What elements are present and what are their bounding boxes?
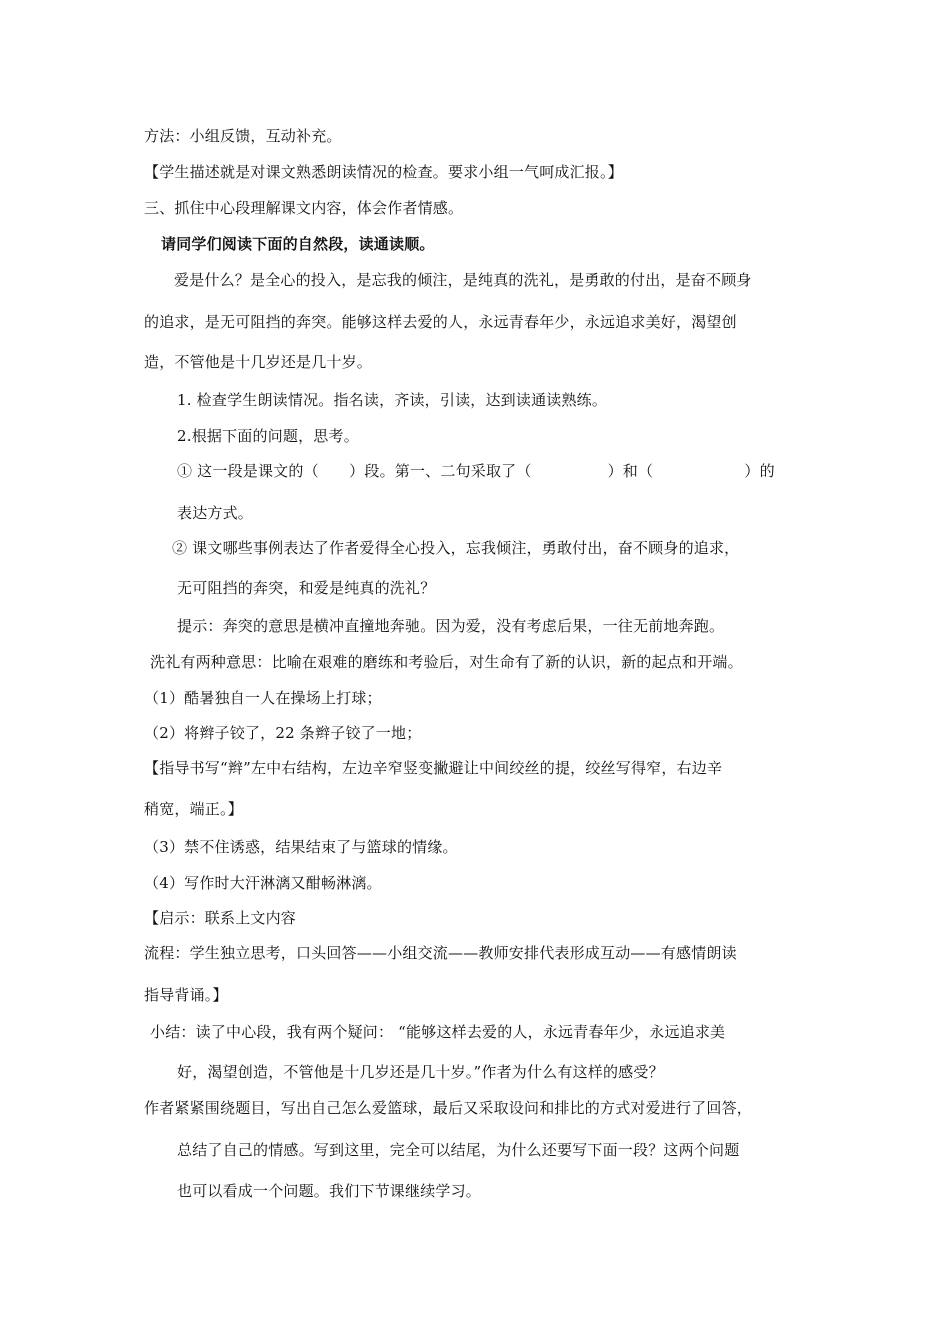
conclusion-line-1: 作者紧紧围绕题目，写出自己怎么爱篮球，最后又采取设问和排比的方式对爱进行了回答， (144, 1099, 753, 1117)
passage-line-2: 的追求，是无可阻挡的奔突。能够这样去爱的人，永远青春年少，永远追求美好，渴望创 (144, 313, 737, 331)
question-two-line-1: ② 课文哪些事例表达了作者爱得全心投入，忘我倾注，勇敢付出，奋不顾身的追求， (172, 539, 740, 557)
student-description-note: 【学生描述就是对课文熟悉朗读情况的检查。要求小组一气呵成汇报。】 (144, 163, 623, 181)
hint-line: 提示：奔突的意思是横冲直撞地奔驰。因为爱，没有考虑后果，一往无前地奔跑。 (177, 617, 725, 635)
example-four: （4）写作时大汗淋漓又酣畅淋漓。 (144, 874, 382, 892)
step-two: 2.根据下面的问题，思考。 (177, 427, 359, 445)
example-three: （3）禁不住诱惑，结果结束了与篮球的情缘。 (144, 838, 458, 856)
section-three-heading: 三、抓住中心段理解课文内容，体会作者情感。 (144, 199, 464, 217)
inspiration-line: 【启示：联系上文内容 (144, 909, 297, 927)
example-one: （1）酷暑独自一人在操场上打球； (144, 689, 382, 707)
writing-guide-line-1: 【指导书写“辫”左中右结构，左边辛窄竖变撇避让中间绞丝的提，绞丝写得窄，右边辛 (144, 759, 723, 777)
baptism-definition: 洗礼有两种意思：比喻在艰难的磨练和考验后，对生命有了新的认识，新的起点和开端。 (150, 653, 743, 671)
conclusion-line-2: 总结了自己的情感。写到这里，完全可以结尾，为什么还要写下面一段？这两个问题 (177, 1141, 740, 1159)
summary-line-1: 小结：读了中心段，我有两个疑问： “能够这样去爱的人，永远青春年少，永远追求美 (150, 1023, 726, 1041)
question-one-line-2: 表达方式。 (177, 504, 254, 522)
question-two-line-2: 无可阻挡的奔突，和爱是纯真的洗礼？ (177, 579, 436, 597)
method-line: 方法：小组反馈，互动补充。 (144, 127, 342, 145)
example-two: （2）将辫子铰了，22 条辫子铰了一地； (144, 724, 422, 742)
passage-line-1: 爱是什么？是全心的投入，是忘我的倾注，是纯真的洗礼，是勇敢的付出，是奋不顾身 (174, 271, 752, 289)
writing-guide-line-2: 稍宽，端正。】 (144, 800, 243, 818)
summary-line-2: 好，渴望创造，不管他是十几岁还是几十岁。”作者为什么有这样的感受？ (177, 1063, 664, 1081)
conclusion-line-3: 也可以看成一个问题。我们下节课继续学习。 (177, 1182, 482, 1200)
question-one-line-1: ① 这一段是课文的（ ）段。第一、二句采取了（ ）和（ ）的 (177, 462, 775, 480)
reading-instruction: 请同学们阅读下面的自然段，读通读顺。 (161, 235, 435, 253)
step-one: 1. 检查学生朗读情况。指名读，齐读，引读，达到读通读熟练。 (177, 391, 608, 409)
passage-line-3: 造，不管他是十几岁还是几十岁。 (144, 353, 373, 371)
process-line-2: 指导背诵。】 (144, 986, 228, 1004)
process-line-1: 流程：学生独立思考，口头回答——小组交流——教师安排代表形成互动——有感情朗读 (144, 944, 737, 962)
